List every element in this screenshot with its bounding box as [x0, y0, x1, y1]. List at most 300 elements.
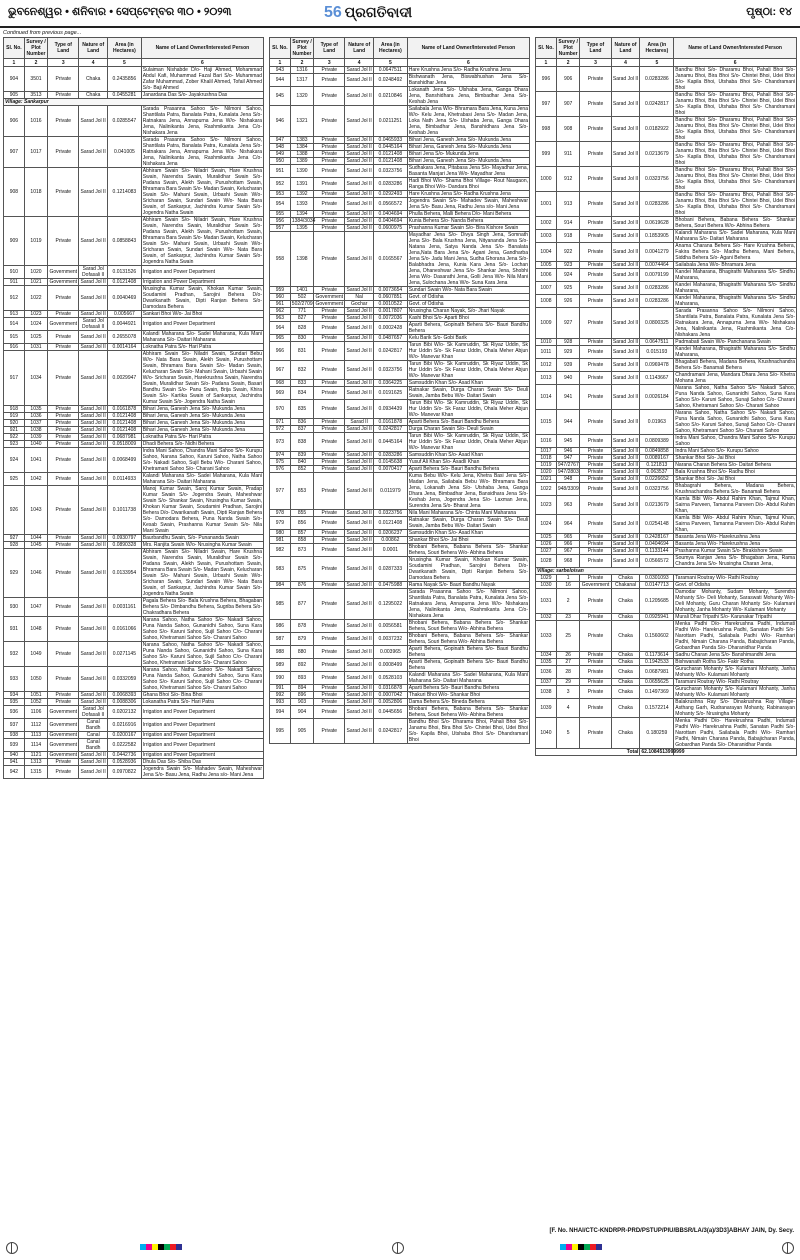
table-row: [4, 420, 264, 427]
table-row: [536, 243, 797, 262]
plot-number-cell: 894: [290, 685, 313, 692]
owner-cell: Bandhu Bhoi S/o- Dharamu Bhoi, Pahali Bhoi S/o- Janamu Bhoi, Bira Bhoi S/o- Chintei Bhoi, Udei Bhoi S/o- Kapila Bhoi, Utshaba Bhoi S/o- Chandramani Bhoi: [675, 192, 795, 216]
owner-cell: Sadhu Charan Jena S/o- Banshimandhi Jena: [674, 652, 797, 659]
owner-cell: Sailabala Jena W/o- Bhramara Jena: [674, 262, 797, 269]
land-type-cell: Private: [580, 666, 611, 679]
owner-cell: Govt. of Odisha: [674, 582, 797, 589]
area-cell: 0.0475988: [373, 582, 407, 589]
plot-number-cell: 893: [290, 672, 313, 685]
owner-cell: Prashanna Kumar Swain S/o- Bira Kishore Swain: [407, 225, 529, 232]
table-row: [270, 557, 530, 582]
land-type-cell: Private: [314, 419, 345, 426]
serial-number-cell: 1037: [536, 679, 557, 686]
owner-cell: Murali Dhar Tripathi S/o- Karunakar Tripathi: [674, 614, 797, 621]
land-type-cell: Private: [314, 400, 345, 419]
area-cell: 0.0026184: [640, 385, 674, 410]
plot-number-cell: 1016: [24, 106, 47, 137]
table-row: [536, 555, 797, 568]
land-type-cell: Private: [48, 168, 79, 217]
serial-number-cell: 951: [270, 165, 291, 178]
table-row: [270, 335, 530, 342]
land-nature-cell: Sarad Jol II: [346, 144, 372, 150]
table-row: [536, 192, 797, 217]
serial-number-cell: 1012: [536, 359, 557, 372]
registration-mark-icon: [782, 1242, 794, 1254]
land-nature-cell: Sarad Jol II: [346, 685, 372, 691]
table-row: [270, 719, 530, 744]
column-header: Sl. No.: [4, 38, 25, 59]
column-index: 4: [611, 59, 640, 67]
land-nature-cell: Sarad Jol Dofasali II: [79, 318, 108, 331]
owner-cell: Sarada Prasanna Sahoo S/o- Nilmoni Sahoo, Shantilata Patra, Banalata Patra, Kunalata Jena S/o- Ratnakara Jena, Annapurna Jena W/o- Nishakara Jena, Nalinikanta Jena, Rashmikanta Jena C/o- Nishakara Jena: [408, 589, 528, 619]
plot-number-cell: 1045: [24, 542, 47, 549]
land-nature-cell: Sarad Jol II: [79, 642, 108, 667]
serial-number-cell: 908: [4, 168, 25, 217]
table-row: [270, 198, 530, 211]
serial-number-cell: 990: [270, 672, 291, 685]
land-type-cell: Private: [314, 106, 345, 137]
owner-cell: Sulaiman Nishabde D/o- Haji Ahmed, Mohammad Abdul Kafi, Muhammad Fazal Bari S/o- Muhammad Zafar Muhammad, Zober Khalil Ahmed, Tofail Ahmed S/o- Baji Ahmed: [142, 67, 262, 91]
plot-number-cell: 831: [290, 342, 313, 361]
serial-number-cell: 978: [270, 510, 291, 517]
table-row: [270, 400, 530, 419]
land-type-cell: Private: [48, 473, 79, 486]
area-cell: 0.2435856: [107, 67, 141, 92]
area-cell: 0.0607851: [373, 294, 407, 301]
land-nature-cell: Sarad Jol II: [611, 117, 640, 142]
serial-number-cell: 1029: [536, 575, 557, 582]
area-cell: 0.0044921: [107, 318, 141, 331]
column-header: Area (in Hectares): [640, 38, 674, 59]
owner-cell: Rama Nayak S/o- Bauri Bandhu Nayak: [407, 582, 529, 589]
plot-number-cell: 1393: [290, 198, 313, 211]
plot-number-cell: 832: [290, 361, 313, 380]
land-type-cell: Private: [580, 614, 611, 621]
table-row: [536, 476, 797, 483]
land-nature-cell: Canal Bandh: [79, 719, 108, 732]
owner-cell: Narana Sahoo, Natha Sahoo S/o- Nakadi Sahoo, Puna Nanda Sahoo, Gunanidhi Sahoo, Suna Kara Sahoo S/o- Karuni Sahoo, Sujil Sahoo C/o- Charani Sahoo, Khetramani Sahoo S/o- Charani Sahoo: [142, 617, 262, 641]
land-nature-cell: Sarad Jol II: [611, 410, 640, 435]
land-nature-cell: Sarad Jol II: [345, 719, 374, 744]
serial-number-cell: 960: [270, 294, 291, 301]
table-row: [4, 642, 264, 667]
land-nature-cell: Sarad Jol II: [80, 279, 106, 285]
land-type-cell: Private: [580, 534, 611, 541]
land-type-cell: Private: [580, 496, 611, 515]
area-cell: 0.0316878: [373, 685, 407, 692]
land-nature-cell: Nal: [345, 294, 374, 301]
table-row: [536, 496, 797, 515]
land-nature-cell: Sarad Jol II: [345, 74, 374, 87]
land-nature-cell: Sarad Jol II: [80, 759, 106, 765]
serial-number-cell: 974: [270, 452, 291, 459]
table-row: [4, 67, 264, 92]
land-acquisition-table: [3, 37, 264, 779]
land-nature-cell: Sarad Jol II: [345, 672, 374, 685]
owner-cell: Bandhu Bhoi S/o- Dharamu Bhoi, Pahali Bhoi S/o- Janamu Bhoi, Bira Bhoi S/o- Chintei Bhoi, Udei Bhoi S/o- Kapila Bhoi, Utshaba Bhoi S/o- Chandramani Bhoi: [675, 142, 795, 166]
land-type-cell: Private: [314, 510, 345, 517]
land-type-cell: Government: [48, 318, 79, 331]
table-row: [4, 266, 264, 279]
land-type-cell: Private: [580, 589, 611, 614]
serial-number-cell: 987: [270, 633, 291, 646]
area-cell: 0.0210846: [373, 87, 407, 106]
plot-number-cell: 929: [556, 346, 579, 359]
land-nature-cell: Sarad Jol II: [611, 192, 640, 217]
land-nature-cell: Sarad Jol II: [79, 351, 108, 406]
owner-cell: Sarada Prasanna Sahoo S/o- Nilmoni Sahoo, Shantilata Patra, Banalata Patra, Kunalata Jena S/o- Ratnakara Jena, Annapurna Jena W/o- Nishakara Jena, Nalinikanta Jena, Rashmikanta Jena C/o- Nishakara Jena: [142, 137, 262, 167]
serial-number-cell: 945: [270, 87, 291, 106]
area-cell: 0.0442736: [107, 752, 141, 759]
land-type-cell: Private: [580, 659, 611, 666]
owner-cell: Taramani Routray W/o- Rathi Routray: [674, 575, 797, 582]
plot-number-cell: 947/2767: [557, 462, 579, 468]
table-row: [4, 318, 264, 331]
area-cell: 0.1214083: [107, 168, 141, 217]
land-nature-cell: Sarad Jol II: [345, 706, 374, 719]
plot-number-cell: 926: [556, 295, 579, 308]
area-cell: 0.0323756: [640, 167, 674, 192]
table-row: [4, 617, 264, 642]
owner-cell: Durga Charan Swain S/o- Deuli Swain: [407, 426, 529, 433]
area-cell: 0.0404694: [640, 541, 674, 548]
owner-cell: Govt. of Odisha: [407, 301, 529, 308]
owner-cell: Narana Charan Behera S/o- Daitari Behera: [674, 462, 797, 469]
owner-cell: Lokanath Jena S/o- Ulshaba Jena, Ganga Dhara Jena, Banshidhara Jena, Bimbadhar Jena S/o- Keshab Jena: [408, 87, 528, 105]
table-row: [4, 344, 264, 351]
owner-cell: Ghana Bhoi S/o- Bina Bhoi: [141, 692, 263, 699]
owner-cell: Bihari Jena, Ganesh Jena S/o- Mukunda Jena: [141, 413, 263, 420]
owner-cell: Janardana Das S/o- Jayakrushna Das: [141, 92, 263, 99]
color-swatch: [176, 1244, 182, 1250]
land-type-cell: Private: [314, 87, 345, 106]
serial-number-cell: 981: [270, 537, 291, 544]
table-row: [270, 158, 530, 165]
area-cell: 0.1560602: [640, 621, 674, 652]
land-nature-cell: Sarad Jol II: [346, 459, 372, 465]
serial-number-cell: 1034: [536, 652, 557, 659]
land-nature-cell: Sarad Jol II: [79, 331, 108, 344]
land-type-cell: Private: [314, 452, 345, 459]
plot-number-cell: 946: [556, 448, 579, 455]
land-nature-cell: Sarad Jol II: [346, 137, 372, 143]
serial-number-cell: 1000: [536, 167, 557, 192]
serial-number-cell: 1023: [536, 496, 557, 515]
serial-number-cell: 1004: [536, 243, 557, 262]
table-row: [270, 706, 530, 719]
land-nature-cell: Sarad Jol Dofasali II: [79, 706, 108, 719]
land-type-cell: Private: [314, 387, 345, 400]
plot-number-cell: 1390: [290, 165, 313, 178]
area-cell: 0.0890328: [107, 542, 141, 549]
area-cell: 0.0213679: [640, 142, 674, 167]
owner-cell: Balakrushna Ray S/o- Dinakrushna Ray Village- Asthang Garh, Rudranarayan Mohanty, Rabinarayan Mohanty S/o- Nrusingha Mohanty: [675, 699, 795, 717]
land-nature-cell: Sarad Jol II: [346, 158, 372, 164]
area-cell: 0.1497369: [640, 686, 674, 699]
land-nature-cell: Sarad Jol II: [79, 766, 108, 779]
table-row: [4, 351, 264, 406]
serial-number-cell: 997: [536, 92, 557, 117]
area-cell: 0.0161066: [107, 617, 141, 642]
plot-number-cell: 903: [290, 699, 313, 706]
serial-number-cell: 979: [270, 517, 291, 530]
table-row: [270, 232, 530, 287]
area-cell: 0.0222582: [107, 739, 141, 752]
notification-reference: [F. No. NHAI/CTC-KNDRPR-PRD/PSTUP/PIU/BBSR/LA/3(a)/3D3]ABHAY JAIN, Dy. Secy.: [549, 1228, 794, 1234]
table-row: [536, 462, 797, 469]
land-nature-cell: Sarad Jol II: [79, 486, 108, 535]
total-label: Total: [536, 749, 640, 756]
table-row: [536, 262, 797, 269]
plot-number-cell: 907: [556, 92, 579, 117]
land-nature-cell: Sarad Jol II: [345, 517, 374, 530]
owner-cell: Kuma Bebu W/o- Kelu Jena, Khetra Basi Jena S/o- Madan Jena, Sailabala Bebu W/o- Bhramara Bara Jena, Lokanath Jena S/o- Utshaba Jena, Ganga Dhara Jena, Bimbadhar Jena, Bansidhara Jena S/o- Keshab Jena, Jogendra Jena S/o- Laxman Jena, Surendra Jena S/o- Bharat Jena: [408, 473, 528, 509]
plot-number-cell: 904: [290, 706, 313, 719]
owner-cell: Kandei Maharana, Bhagirathi Maharana S/o- Sindhu Maharana,: [675, 295, 795, 307]
area-cell: 0.0283286: [640, 295, 674, 308]
table-row: [4, 137, 264, 168]
owner-cell: Bhobani Behera, Babana Behera S/o- Shankar Behera, Souri Behera W/o- Abhina Behera: [408, 706, 528, 718]
land-nature-cell: Sarad Jol II: [612, 262, 639, 268]
owner-cell: Sailabala Jena W/o- Bhramara Bara Jena, Kuna Jena W/o- Kelu Jena, Khetrabasi Jena S/o- Madan Jena, Loka Nath Jena S/o- Ulshaba Jena, Ganga Dhara Jena, Bimbadhar Jena, Banshidhara Jena S/o- Keshab Jena: [408, 106, 528, 136]
plot-number-cell: 1040: [24, 441, 47, 448]
serial-number-cell: 932: [4, 642, 25, 667]
serial-number-cell: 936: [4, 706, 25, 719]
plot-number-cell: 892: [290, 659, 313, 672]
area-cell: 0.0969478: [640, 359, 674, 372]
table-row: [536, 621, 797, 652]
plot-number-cell: 878: [290, 620, 313, 633]
plot-number-cell: 1049: [24, 642, 47, 667]
area-cell: 0.0600975: [373, 225, 407, 232]
plot-number-cell: 3513: [24, 92, 47, 99]
table-row: [4, 706, 264, 719]
column-header: Sl. No.: [270, 38, 291, 59]
land-nature-cell: Sarad Jol II: [345, 232, 374, 287]
serial-number-cell: 1026: [536, 541, 557, 548]
area-cell: 0.0301093: [640, 575, 674, 582]
table-row: [4, 667, 264, 692]
area-cell: 0.0070417: [373, 466, 407, 473]
owner-cell: Jogendra Swain S/o- Mahadev Swain, Maheshwar Jena S/o- Basu Jena, Radhu Jena s/o- Mani Jena: [408, 198, 528, 210]
land-type-cell: Private: [314, 582, 345, 589]
table-row: [270, 530, 530, 537]
land-nature-cell: Sarad Jol II: [79, 667, 108, 692]
land-type-cell: Private: [314, 151, 345, 158]
plot-number-cell: 25: [556, 621, 579, 652]
land-type-cell: Private: [580, 548, 611, 555]
serial-number-cell: 1001: [536, 192, 557, 217]
serial-number-cell: 1038: [536, 686, 557, 699]
land-nature-cell: Sarad Jol II: [611, 515, 640, 534]
owner-cell: Sankari Bhoi W/o- Jai Bhoi: [141, 311, 263, 318]
land-nature-cell: Chaka: [611, 589, 640, 614]
serial-number-cell: 941: [4, 759, 25, 766]
column-header: Name of Land Owner/Interested Person: [407, 38, 529, 59]
table-row: [270, 151, 530, 158]
serial-number-cell: 926: [4, 486, 25, 535]
land-nature-cell: Sarad Jol II: [80, 542, 106, 548]
village-row: [4, 99, 264, 106]
serial-number-cell: 961: [270, 301, 291, 308]
area-cell: 0.0687981: [640, 666, 674, 679]
table-row: [4, 448, 264, 473]
serial-number-cell: 1025: [536, 534, 557, 541]
owner-cell: Kandei Maharana, Bhagirathi Maharana S/o- Sindhu Maharana,: [675, 282, 795, 294]
land-nature-cell: Sarad Jol II: [346, 308, 372, 314]
table-row: [536, 455, 797, 462]
area-cell: 0.0121408: [373, 517, 407, 530]
land-type-cell: Private: [314, 335, 345, 342]
table-row: [4, 766, 264, 779]
serial-number-cell: 957: [270, 225, 291, 232]
land-nature-cell: Sarad Jol II: [79, 448, 108, 473]
land-type-cell: Private: [580, 652, 611, 659]
land-type-cell: Private: [580, 435, 611, 448]
column-header: Nature of Land: [345, 38, 374, 59]
owner-cell: Yusuf Ali Khan S/o- Asadli Khan: [407, 459, 529, 466]
land-type-cell: Private: [580, 541, 611, 548]
plot-number-cell: 16: [556, 582, 579, 589]
owner-cell: Bhobani Behera, Babana Behera S/o- Shankar Behera, Souri Behera W/o- Abhina Behera: [408, 620, 528, 632]
land-nature-cell: Sarad Jol II: [79, 168, 108, 217]
owner-cell: Govt. of Odisha: [407, 294, 529, 301]
table-row: [536, 659, 797, 666]
serial-number-cell: 918: [4, 406, 25, 413]
area-cell: 0.0518009: [107, 441, 141, 448]
land-type-cell: Private: [48, 617, 79, 642]
area-cell: 0.0271145: [107, 642, 141, 667]
plot-number-cell: 966: [556, 541, 579, 548]
serial-number-cell: 964: [270, 322, 291, 335]
owner-cell: Irrigation and Power Department: [141, 739, 263, 752]
table-row: [536, 359, 797, 372]
owner-cell: Kalandi Maharana S/o- Sadei Maharana, Kula Mani Maharana S/o- Daitari Maharana: [142, 331, 262, 343]
serial-number-cell: 971: [270, 419, 291, 426]
serial-number-cell: 922: [4, 434, 25, 441]
plot-number-cell: 965: [556, 534, 579, 541]
plot-number-cell: 835: [290, 400, 313, 419]
serial-number-cell: 989: [270, 659, 291, 672]
plot-number-cell: 928: [556, 339, 579, 346]
serial-number-cell: 907: [4, 137, 25, 168]
column-header: Area (in Hectares): [373, 38, 407, 59]
land-type-cell: Private: [314, 218, 345, 225]
land-type-cell: Private: [314, 158, 345, 165]
table-row: [536, 67, 797, 92]
serial-number-cell: 1017: [536, 448, 557, 455]
plot-number-cell: 913: [556, 192, 579, 217]
plot-number-cell: 924: [556, 269, 579, 282]
plot-number-cell: 945: [556, 435, 579, 448]
owner-cell: Kashi Bhoi S/o- Aparti Bhoi: [407, 315, 529, 322]
serial-number-cell: 948: [270, 144, 291, 151]
table-row: [4, 106, 264, 137]
land-type-cell: Private: [48, 331, 79, 344]
land-nature-cell: Sarad Jol II: [612, 541, 639, 547]
area-cell: 0.063537: [640, 469, 674, 476]
column-index-row: [4, 59, 264, 67]
table-row: [270, 537, 530, 544]
area-cell: 0.0323756: [640, 483, 674, 496]
land-type-cell: Private: [314, 198, 345, 211]
serial-number-cell: 919: [4, 413, 25, 420]
land-type-cell: Private: [48, 542, 79, 549]
table-row: [270, 137, 530, 144]
owner-cell: Irrigation and Power Department: [141, 719, 263, 732]
serial-number-cell: 980: [270, 530, 291, 537]
table-row: [4, 549, 264, 598]
plot-number-cell: 1384: [290, 144, 313, 151]
owner-cell: Taramani Routray W/o- Rathi Routray: [674, 679, 797, 686]
page-header: [0, 0, 800, 28]
owner-cell: Kalandi Maharana S/o- Sadei Maharana, Kula Mani Maharana S/o- Daitari Maharana: [408, 672, 528, 684]
land-nature-cell: Sarad Jol II: [611, 282, 640, 295]
plot-number-cell: 1047: [24, 598, 47, 617]
land-nature-cell: Chakanal: [611, 582, 640, 589]
owner-cell: Narana Sahoo, Natha Sahoo S/o- Nakadi Sahoo, Puna Nanda Sahoo, Gunanidhi Sahoo, Suna Kara Sahoo S/o- Karuni Sahoo, Sujil Sahoo C/o- Charani Sahoo, Khetramani Sahoo S/o- Charani Sahoo: [142, 667, 262, 691]
land-nature-cell: Sarad II: [345, 419, 374, 426]
owner-cell: Abhiram Swain S/o- Niladri Swain, Sundari Bebu W/o- Nata Bara Swain, Alekh Swain, Purushottam Swain, Bhramara Bara Swain S/o- Madan Swain, Kelucharan Swain S/o- Mahani Swain, Urbashi Swain W/o- Sricharan Swain, Harekrushna Swain, Narendra Swain, Muralidhar Swain S/o- Padana Swain, Basari Bandhu Swain S/o- Panu Swain, Brija Swain, Khira Swain S/o- Kartika Swain of Sankarpur, Jachindra Kumar Swain S/o- Jogendra Natha Swain: [142, 351, 262, 405]
column-header: Type of Land: [48, 38, 79, 59]
land-nature-cell: Canal Bandh: [79, 739, 108, 752]
land-nature-cell: Sarad Jol II: [612, 469, 639, 475]
area-cell: 0.0323756: [373, 510, 407, 517]
land-nature-cell: Sarad Jol II: [80, 434, 106, 440]
land-type-cell: Private: [314, 308, 345, 315]
table-row: [536, 589, 797, 614]
plot-number-cell: 1391: [290, 178, 313, 191]
owner-cell: Bandhu Bhoi S/o- Dharamu Bhoi, Pahali Bhoi S/o- Janamu Bhoi, Bira Bhoi S/o- Chintei Bhoi, Udei Bhoi S/o- Kapila Bhoi, Utshaba Bhoi S/o- Dhandramani Bhoi: [408, 719, 528, 743]
owner-cell: Ratnakar Swain, Durga Charan Swain S/o- Deuli Swain, Jamba Bebu W/o- Daitari Swain: [408, 387, 528, 399]
plot-number-cell: 923: [556, 262, 579, 269]
area-cell: 0.015193: [640, 346, 674, 359]
land-nature-cell: Sarad Jol II: [346, 67, 372, 73]
table-row: [536, 230, 797, 243]
newspaper-logo: [324, 4, 412, 22]
area-cell: 0.0849858: [640, 448, 674, 455]
owner-cell: Sarada Prasanna Sahoo S/o- Nilmoni Sahoo, Shantilata Patra, Banalata Patra, Kunalata Jena S/o- Ratnakara Jena, Annapurna Jena W/o- Nishakara Jena, Nalinikanta Jena, Rashmikanta Jena C/o- Nishakara Jena: [675, 308, 795, 338]
area-cell: 0.0647511: [373, 67, 407, 74]
owner-cell: Bhobani Behera, Babana Behera S/o- Shankar Behera, Souri Behera W/o- Abhina Behera: [408, 633, 528, 645]
land-nature-cell: Sarad Jol II: [611, 372, 640, 385]
owner-cell: Bishwanath Rotha S/o- Fakir Rotha: [674, 659, 797, 666]
serial-number-cell: 928: [4, 542, 25, 549]
area-cell: 0.0068499: [107, 448, 141, 473]
land-nature-cell: Sarad Jol II: [611, 230, 640, 243]
area-cell: 0.01963: [640, 410, 674, 435]
land-nature-cell: Sarad Jol II: [346, 530, 372, 536]
area-cell: 0.0254148: [640, 515, 674, 534]
land-nature-cell: Sarad Jol II: [345, 322, 374, 335]
land-type-cell: Private: [314, 530, 345, 537]
area-cell: 0.0216916: [107, 719, 141, 732]
plot-number-cell: 2: [556, 589, 579, 614]
table-row: [270, 144, 530, 151]
area-cell: 0.0014164: [107, 344, 141, 351]
area-cell: 0.0114933: [107, 473, 141, 486]
plot-number-cell: 834: [290, 387, 313, 400]
land-nature-cell: Sarad Jol II: [345, 544, 374, 557]
serial-number-cell: 977: [270, 473, 291, 510]
plot-number-cell: 23: [556, 614, 579, 621]
owner-cell: Abhiram Swain S/o- Niladri Swain, Hare Krushna Swain, Narendra Swain, Muralidhar Swain S/o- Padana Swain, Alekh Swain, Purushottam Swain, Bhramara Bara Swain S/o- Madan Swain, Kelucharan Swain S/o- Mahani Swain, Urbashi Swain W/o- Sricharan Swain, Sundari Swain W/o- Nata Bara Swain, of Sankarpur, Jachindra Kumar Swain S/o- Jogendra Natha Swain: [142, 217, 262, 265]
land-type-cell: Private: [580, 621, 611, 652]
table-header-row: [536, 38, 797, 59]
area-cell: 0.0073654: [373, 287, 407, 294]
owner-cell: Pagala Behera S/o- Bala Krushna Behera, Bhagaban Behera S/o- Dimbandhu Behera, Sugriba Behera S/o- Chakradhara Behera: [142, 598, 263, 616]
land-nature-cell: Sarad Jol II: [611, 92, 640, 117]
